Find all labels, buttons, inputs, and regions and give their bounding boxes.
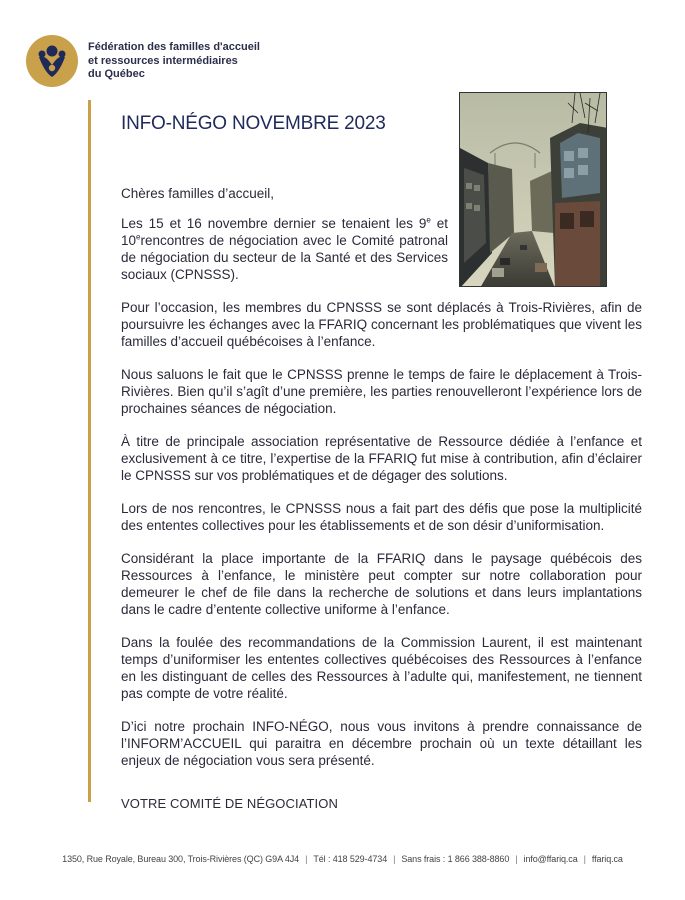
- paragraph-3: Nous saluons le fait que le CPNSSS prenne le temps de faire le déplacement à Trois-Rivières. Bien qu’il s’agît d’une première, les parties renouvelleront l’expérience lors de prochaines séances de négociation.: [121, 367, 642, 416]
- salutation: Chères familles d’accueil,: [121, 186, 275, 201]
- footer-email-link[interactable]: info@ffariq.ca: [523, 854, 578, 864]
- footer-toll-free: Sans frais : 1 866 388-8860: [401, 854, 510, 864]
- footer-separator: |: [393, 854, 396, 864]
- paragraph-5: Lors de nos rencontres, le CPNSSS nous a fait part des défis que pose la multiplicité des ententes collectives pour les établissements et de son désir d’uniformisation.: [121, 501, 642, 533]
- footer-separator: |: [583, 854, 586, 864]
- accent-bar: [88, 100, 91, 802]
- footer-contact: [0, 854, 685, 864]
- paragraph-1-part-a: Les 15 et 16 novembre dernier se tenaient les 9: [121, 216, 427, 231]
- letter-body: [121, 185, 642, 785]
- footer-website-link[interactable]: ffariq.ca: [591, 854, 623, 864]
- signature: VOTRE COMITÉ DE NÉGOCIATION: [121, 796, 338, 811]
- paragraph-7: Dans la foulée des recommandations de la Commission Laurent, il est maintenant temps d’uniformiser les ententes collectives québécoises des Ressources à l’enfance en les distinguant de celles des Ressources à l’adulte qui, manifestement, ne tiennent pas compte de votre réalité.: [121, 635, 642, 701]
- family-logo-icon: [26, 35, 78, 87]
- paragraph-1-part-c: rencontres de négociation avec le Comité patronal de négociation du secteur de la Santé et des Services sociaux (CPNSSS).: [121, 233, 448, 282]
- paragraph-1: [121, 215, 448, 283]
- footer-separator: |: [305, 854, 308, 864]
- org-name-line-2: et ressources intermédiaires: [88, 54, 238, 67]
- footer-phone: Tél : 418 529-4734: [313, 854, 388, 864]
- footer-separator: |: [515, 854, 518, 864]
- paragraph-8: D’ici notre prochain INFO-NÉGO, nous vous invitons à prendre connaissance de l’INFORM’ACCUEIL qui paraitra en décembre prochain où un texte détaillant les enjeux de négociation vous sera présenté.: [121, 719, 642, 768]
- org-name-line-1: Fédération des familles d'accueil: [88, 41, 260, 53]
- paragraph-2: Pour l’occasion, les membres du CPNSSS se sont déplacés à Trois-Rivières, afin de poursuivre les échanges avec la FFARIQ concernant les problématiques que vivent les familles d’accueil québécoises à l’enfance.: [121, 300, 642, 349]
- org-name-line-3: du Québec: [88, 68, 145, 80]
- superscript-ninth: e: [426, 215, 431, 225]
- organization-name: [88, 41, 288, 82]
- paragraph-1-part-b: et 10: [121, 216, 448, 248]
- paragraph-4: À titre de principale association représentative de Ressource dédiée à l’enfance et exclusivement à ce titre, l’expertise de la FFARIQ fut mise à contribution, afin d’éclairer le CPNSSS sur vos problématiques et de dégager des solutions.: [121, 434, 642, 483]
- superscript-tenth: e: [136, 232, 141, 242]
- paragraph-6: Considérant la place importante de la FFARIQ dans le paysage québécois des Ressources à l’enfance, le ministère peut compter sur notre collaboration pour demeurer le chef de file dans la recherche de solutions et dans leurs implantations dans le cadre d’entente collective uniforme à l’enfance.: [121, 551, 642, 617]
- footer-address: 1350, Rue Royale, Bureau 300, Trois-Rivières (QC) G9A 4J4: [62, 854, 300, 864]
- page-title: INFO-NÉGO NOVEMBRE 2023: [121, 113, 386, 134]
